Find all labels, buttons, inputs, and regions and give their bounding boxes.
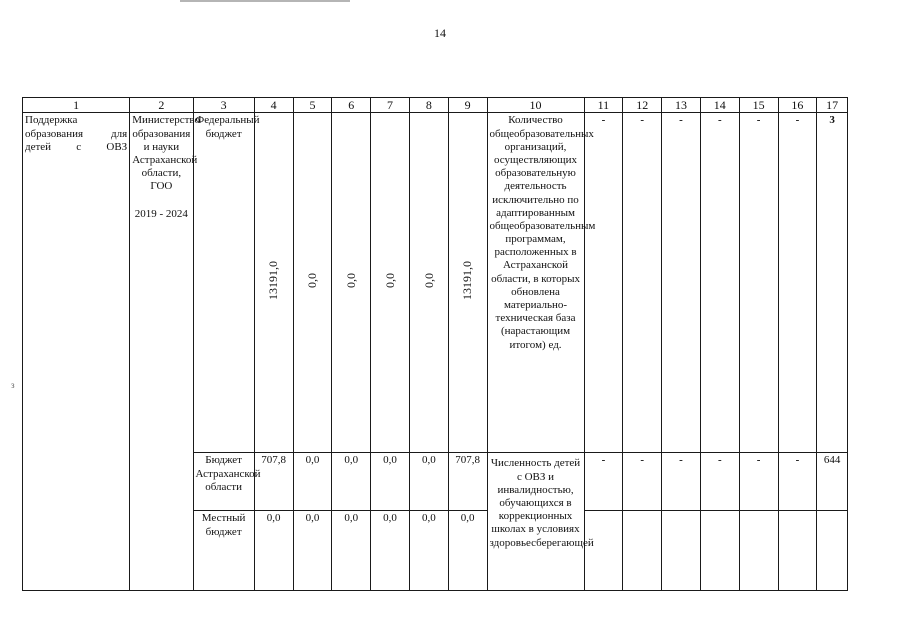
column-number-row bbox=[23, 98, 848, 113]
value-cell bbox=[448, 113, 487, 453]
value-cell bbox=[332, 113, 371, 453]
page-number: 14 bbox=[434, 26, 446, 40]
scan-artifact-line bbox=[180, 0, 350, 2]
column-number: 12 bbox=[623, 98, 662, 113]
table-row bbox=[23, 113, 848, 453]
target-value: - bbox=[662, 113, 701, 453]
value-cell bbox=[254, 113, 293, 453]
target-value: 644 bbox=[817, 453, 848, 511]
value-cell bbox=[409, 113, 448, 453]
column-number: 2 bbox=[130, 98, 193, 113]
column-number: 8 bbox=[409, 98, 448, 113]
target-value: - bbox=[700, 453, 739, 511]
target-value: - bbox=[739, 453, 778, 511]
value: 0,0 bbox=[421, 273, 436, 289]
column-number: 1 bbox=[23, 98, 130, 113]
value: 707,8 bbox=[254, 453, 293, 511]
column-number: 17 bbox=[817, 98, 848, 113]
executor-cell bbox=[130, 113, 201, 591]
target-value: - bbox=[623, 113, 662, 453]
column-number: 16 bbox=[778, 98, 817, 113]
target-value: - bbox=[584, 453, 623, 511]
empty-cell bbox=[739, 511, 778, 591]
column-number: 15 bbox=[739, 98, 778, 113]
column-number: 9 bbox=[448, 98, 487, 113]
target-value: - bbox=[584, 113, 623, 453]
value: 0,0 bbox=[305, 273, 320, 289]
column-number: 10 bbox=[487, 98, 584, 113]
value-cell bbox=[293, 113, 332, 453]
value: 0,0 bbox=[382, 273, 397, 289]
column-number: 6 bbox=[332, 98, 371, 113]
column-number: 4 bbox=[254, 98, 293, 113]
indicator-text: Численность детей с ОВЗ и инвалидностью, обучающихся в коррекционных школах в условиях здоровьесберегающей bbox=[487, 453, 584, 591]
value: 0,0 bbox=[254, 511, 293, 591]
value: 0,0 bbox=[371, 453, 410, 511]
target-value: - bbox=[739, 113, 778, 453]
executor-name: Министерство образования и науки Астраханской области, ГОО bbox=[132, 114, 201, 193]
value: 0,0 bbox=[332, 511, 371, 591]
funding-source: Федеральный бюджет bbox=[193, 113, 254, 453]
value: 0,0 bbox=[293, 511, 332, 591]
indicator-text: Количество общеобразовательных организаций, осуществляющих образовательную деятельность исключительно по адаптированным общеобразовательным программам, расположенных в Астраханской области, в которых обновлена материально-техническая база (нарастающим итогом) ед. bbox=[487, 113, 584, 453]
column-number: 11 bbox=[584, 98, 623, 113]
column-number: 7 bbox=[371, 98, 410, 113]
target-value: - bbox=[778, 453, 817, 511]
value: 13191,0 bbox=[266, 261, 281, 301]
funding-source: Местный бюджет bbox=[193, 511, 254, 591]
measures-table bbox=[22, 97, 848, 591]
value: 0,0 bbox=[448, 511, 487, 591]
target-value: - bbox=[700, 113, 739, 453]
value: 0,0 bbox=[332, 453, 371, 511]
value: 0,0 bbox=[409, 453, 448, 511]
column-number: 13 bbox=[662, 98, 701, 113]
value: 0,0 bbox=[409, 511, 448, 591]
value: 0,0 bbox=[293, 453, 332, 511]
column-number: 14 bbox=[700, 98, 739, 113]
target-value: 3 bbox=[817, 113, 848, 453]
target-value: - bbox=[623, 453, 662, 511]
target-value: - bbox=[662, 453, 701, 511]
empty-cell bbox=[700, 511, 739, 591]
column-number: 3 bbox=[193, 98, 254, 113]
empty-cell bbox=[662, 511, 701, 591]
empty-cell bbox=[623, 511, 662, 591]
empty-cell bbox=[584, 511, 623, 591]
margin-mark: з bbox=[11, 380, 15, 390]
value: 0,0 bbox=[344, 273, 359, 289]
target-value: - bbox=[778, 113, 817, 453]
empty-cell bbox=[817, 511, 848, 591]
period: 2019 - 2024 bbox=[134, 207, 188, 220]
measure-name: Поддержка образования для детей с ОВЗ bbox=[23, 113, 130, 591]
empty-cell bbox=[778, 511, 817, 591]
column-number: 5 bbox=[293, 98, 332, 113]
value: 13191,0 bbox=[460, 261, 475, 301]
value-cell bbox=[371, 113, 410, 453]
value: 707,8 bbox=[448, 453, 487, 511]
value: 0,0 bbox=[371, 511, 410, 591]
funding-source: Бюджет Астраханской области bbox=[193, 453, 254, 511]
